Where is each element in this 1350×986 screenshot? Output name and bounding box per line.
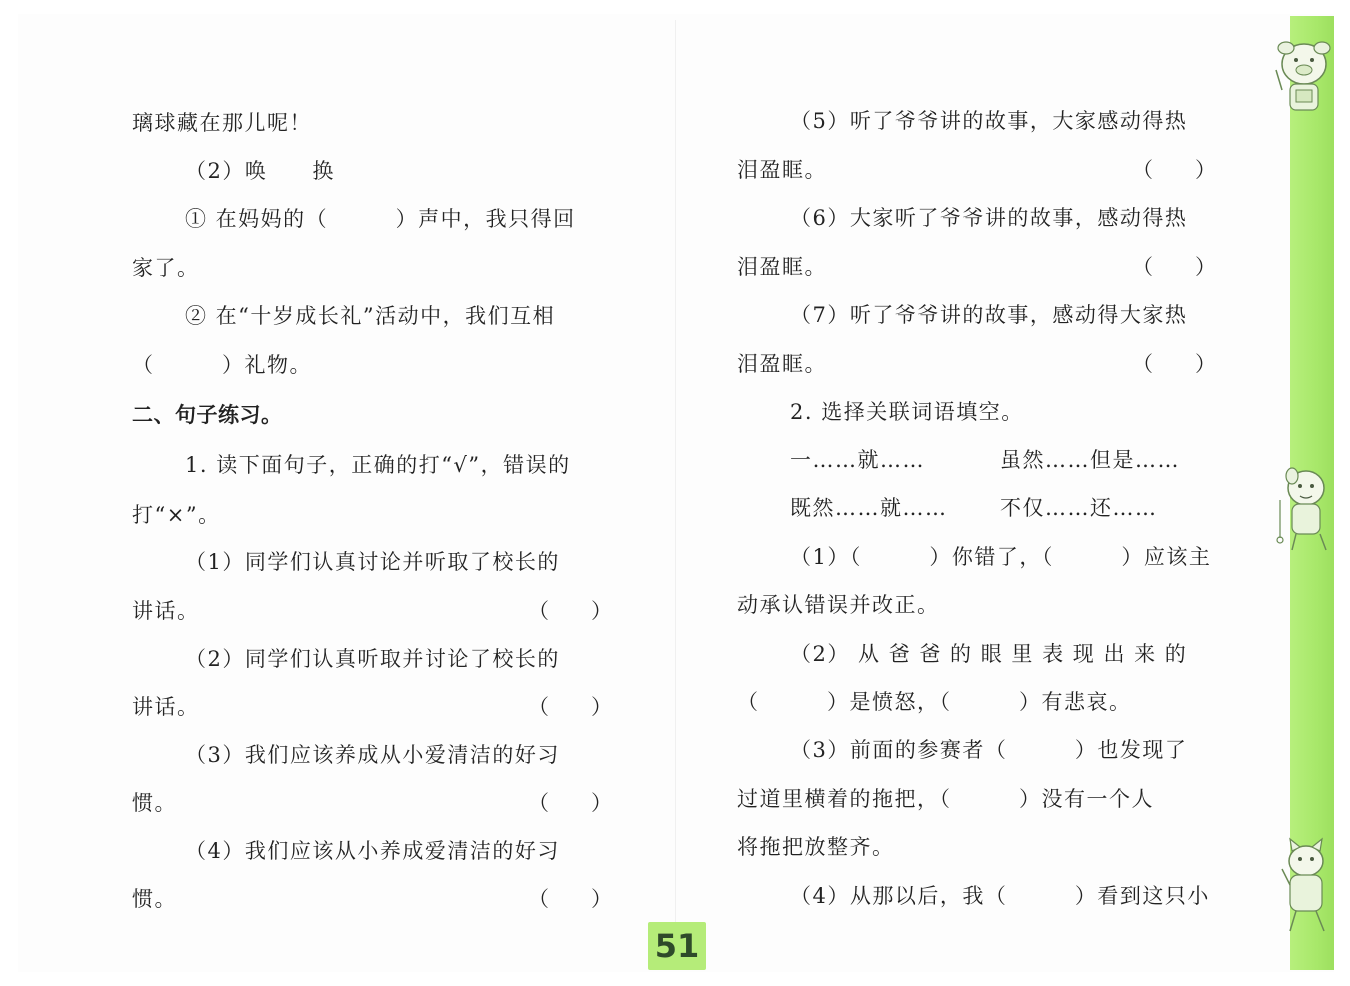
text-line: （3）我们应该养成从小爱清洁的好习 (185, 743, 560, 767)
text-line: （2） 从 爸 爸 的 眼 里 表 现 出 来 的 (790, 642, 1188, 666)
answer-blank[interactable]: （ ） (528, 887, 612, 911)
cat-mascot-icon (1266, 835, 1340, 935)
dog-mascot-icon (1266, 460, 1340, 555)
text-line: 璃球藏在那儿呢！ (132, 111, 312, 135)
text-line: （4）我们应该从小养成爱清洁的好习 (185, 839, 560, 863)
text-line: 泪盈眶。 (737, 352, 827, 376)
answer-blank[interactable]: （ ） (528, 599, 612, 623)
text-line: 讲话。 (132, 599, 200, 623)
text-line: （2）唤 换 (185, 159, 335, 183)
text-line: 家了。 (132, 256, 200, 280)
text-line: 讲话。 (132, 695, 200, 719)
text-line: 1. 读下面句子，正确的打“√”，错误的 (185, 453, 571, 477)
text-line: （1）（ ）你错了，（ ）应该主 (790, 545, 1212, 569)
conjunction-option: 既然……就…… (790, 496, 948, 520)
text-line: 泪盈眶。 (737, 255, 827, 279)
text-line: （7）听了爷爷讲的故事，感动得大家热 (790, 303, 1188, 327)
text-line: 将拖把放整齐。 (737, 835, 895, 859)
answer-blank[interactable]: （ ） (528, 695, 612, 719)
text-line: 打“×”。 (132, 503, 221, 527)
text-line: 惯。 (132, 887, 177, 911)
answer-blank[interactable]: （ ） (528, 791, 612, 815)
text-line: （5）听了爷爷讲的故事，大家感动得热 (790, 109, 1188, 133)
text-line: （2）同学们认真听取并讨论了校长的 (185, 647, 560, 671)
answer-blank[interactable]: （ ） (1132, 352, 1216, 376)
conjunction-option: 一……就…… (790, 448, 925, 472)
text-line: （6）大家听了爷爷讲的故事，感动得热 (790, 206, 1188, 230)
text-line: （ ）是愤怒，（ ）有悲哀。 (737, 690, 1132, 714)
text-line: 惯。 (132, 791, 177, 815)
text-line: ① 在妈妈的（ ）声中，我只得回 (185, 207, 576, 231)
text-line: 动承认错误并改正。 (737, 593, 940, 617)
page-fold (675, 20, 676, 970)
text-line: （4）从那以后，我（ ）看到这只小 (790, 884, 1210, 908)
answer-blank[interactable]: （ ） (1132, 158, 1216, 182)
text-line: 过道里横着的拖把，（ ）没有一个人 (737, 787, 1154, 811)
text-line: 2. 选择关联词语填空。 (790, 400, 1024, 424)
text-line: 泪盈眶。 (737, 158, 827, 182)
text-line: ② 在“十岁成长礼”活动中，我们互相 (185, 304, 556, 328)
section-heading: 二、句子练习。 (132, 403, 283, 427)
text-line: （1）同学们认真讨论并听取了校长的 (185, 550, 560, 574)
text-line: （ ）礼物。 (132, 353, 312, 377)
conjunction-option: 不仅……还…… (1000, 496, 1158, 520)
page-number: 51 (648, 922, 706, 970)
pig-mascot-icon (1266, 30, 1340, 120)
text-line: （3）前面的参赛者（ ）也发现了 (790, 738, 1188, 762)
conjunction-option: 虽然……但是…… (1000, 448, 1180, 472)
answer-blank[interactable]: （ ） (1132, 255, 1216, 279)
